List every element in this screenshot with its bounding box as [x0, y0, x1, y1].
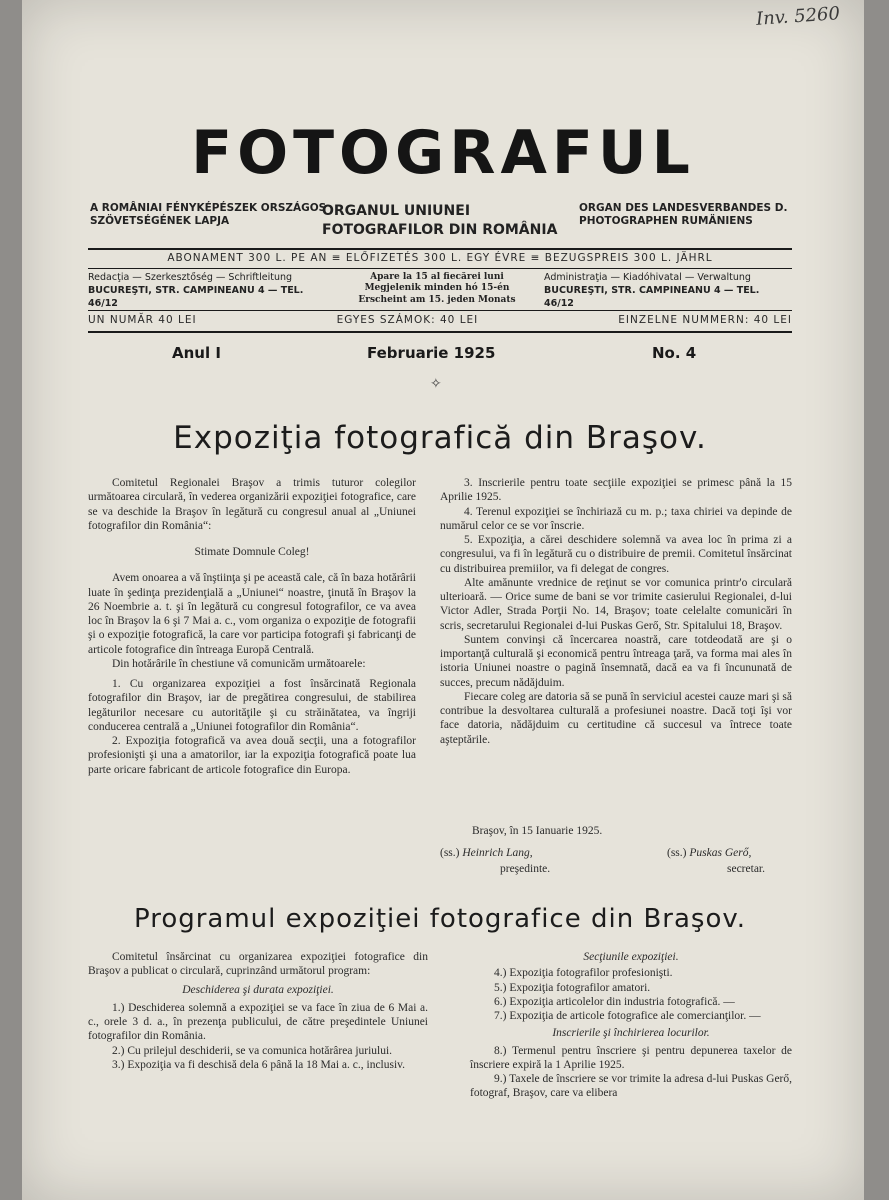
- issue-year: Anul I: [172, 344, 221, 362]
- administration-address: BUCUREŞTI, STR. CAMPINEANU 4 — TEL. 46/12: [544, 284, 760, 309]
- section-heading: Inscrierile şi închirierea locurilor.: [552, 1027, 710, 1040]
- sig-prefix: (ss.): [440, 847, 460, 859]
- article-paragraph: Suntem convinşi că încercarea noastră, care totdeodată are şi o importanţă culturală şi economică pentru întreaga ţară, va forma mai ales în istoria Uniunei noastre o pagină însemnată, dacă ea va fi încununată de succes, precum nădăjduim.: [440, 633, 792, 689]
- issue-date: Februarie 1925: [367, 344, 496, 362]
- sig-prefix: (ss.): [667, 847, 687, 859]
- administration-label: Administraţia — Kiadóhivatal — Verwaltung: [544, 272, 751, 283]
- price-romanian: UN NUMĂR 40 LEI: [88, 314, 197, 326]
- article-paragraph: 4. Terenul expoziţiei se închiriază cu m. p.; taxa chiriei va depinde de numărul celor ce se vor înscrie.: [440, 505, 792, 532]
- administration-block: [544, 272, 792, 310]
- section-heading: Deschiderea şi durata expoziţiei.: [182, 983, 334, 996]
- section-heading: Secţiunile expoziţiei.: [583, 951, 679, 963]
- article-1-left-column: [88, 476, 416, 777]
- sig-name: Puskas Gerő,: [689, 847, 752, 859]
- article-2-right-column: [470, 950, 792, 1101]
- article-paragraph: 3. Inscrierile pentru toate secţiile expoziţiei se primesc până la 15 Aprilie 1925.: [440, 477, 792, 504]
- issue-number: No. 4: [652, 344, 697, 362]
- sig-name: Heinrich Lang,: [462, 847, 533, 859]
- header-rule-bottom: [88, 331, 792, 333]
- article-paragraph: 2. Expoziţia fotografică va avea două secţii, una a fotografilor profesionişti şi una a amatorilor, iar la expoziţia fotografică poate lua parte oricare fabricant de articole fotografice din Europa.: [88, 735, 416, 776]
- header-rule-top: [88, 248, 792, 250]
- price-german: EINZELNE NUMMERN: 40 LEI: [618, 314, 792, 326]
- article-paragraph: 6.) Expoziţia articolelor din industria fotografică. —: [494, 995, 735, 1008]
- article-1-title: Expoziţia fotografică din Braşov.: [173, 420, 707, 456]
- newspaper-page: [22, 0, 864, 1200]
- masthead-title: FOTOGRAFUL: [191, 118, 695, 188]
- sig-role: secretar.: [727, 862, 765, 875]
- editorial-office-block: [88, 272, 333, 310]
- article-paragraph: 3.) Expoziţia va fi deschisă dela 6 până la 18 Mai a. c., inclusiv.: [112, 1058, 406, 1071]
- article-2-left-column: [88, 950, 428, 1072]
- article-paragraph: 4.) Expoziţia fotografilor profesionişti.: [494, 967, 673, 980]
- single-issue-price-line: [88, 314, 792, 326]
- article-paragraph: Din hotărârile în chestiune vă comunicăm următoarele:: [112, 657, 366, 670]
- article-paragraph: 5.) Expoziţia fotografilor amatori.: [494, 981, 651, 994]
- article-1-right-column: [440, 476, 792, 747]
- article-paragraph: Fiecare coleg are datoria să se pună în serviciul acestei cauze mari şi să contribue la desvoltarea culturală a profesiunei noastre. Dacă toţi îşi vor face datoria, nădăjduim cu certitudine că succesul va întrece toate aşteptările.: [440, 690, 792, 746]
- masthead-subtitle-german: ORGAN DES LANDESVERBANDES D. PHOTOGRAPHEN RUMÄNIENS: [579, 202, 788, 228]
- article-paragraph: Avem onoarea a vă înştiinţa şi pe această cale, că în baza hotărârii luate în şedinţa prezidenţială a „Uniunei“ noastre, ţinută în Braşov la 26 Noembrie a. t. şi în legătură cu congresul fotografilor, ce va avea loc în Braşov la 6 şi 7 Mai a. c., vom organiza o expoziţie de fotografii şi o expoziţie fotografică, la care vor participa fotografi şi fabricanţi de articole fotografice din întreaga Europă Centrală.: [88, 572, 416, 656]
- subscription-line: ABONAMENT 300 L. PE AN ≡ ELŐFIZETÉS 300 L. EGY ÉVRE ≡ BEZUGSPREIS 300 L. JÄHRL: [167, 252, 713, 264]
- editorial-office-address: BUCUREŞTI, STR. CAMPINEANU 4 — TEL. 46/12: [88, 284, 304, 309]
- ornament-icon: ✧: [430, 377, 442, 392]
- handwritten-inventory-note: Inv. 5260: [755, 3, 841, 30]
- sig-role: preşedinte.: [500, 862, 551, 875]
- salutation: Stimate Domnule Coleg!: [194, 546, 310, 558]
- article-2-title: Programul expoziţiei fotografice din Braşov.: [133, 904, 746, 934]
- article-paragraph: 1.) Deschiderea solemnă a expoziţiei se va face în ziua de 6 Mai a. c., orele 3 d. a., în prezenţa publicului, de către preşedintele Uniunei fotografilor din România.: [88, 1001, 428, 1043]
- signature-president: [440, 846, 550, 877]
- article-paragraph: 5. Expoziţia, a cărei deschidere solemnă va avea loc în prima zi a congresului, va fi în legătură cu o distribuire de premii. Comitetul însărcinat cu distribuirea premiilor, va fi delegat de congres.: [440, 534, 792, 575]
- price-hungarian: EGYES SZÁMOK: 40 LEI: [336, 314, 479, 326]
- article-paragraph: 8.) Termenul pentru înscriere şi pentru depunerea taxelor de înscriere expiră la 1 Aprilie 1925.: [470, 1044, 792, 1071]
- article-paragraph: 9.) Taxele de înscriere se vor trimite la adresa d-lui Puskas Gerő, fotograf, Braşov, care va elibera: [470, 1073, 792, 1100]
- header-rule-3: [88, 310, 792, 311]
- article-paragraph: Comitetul Regionalei Braşov a trimis tuturor colegilor următoarea circulară, în vederea organizării expoziţiei fotografice, care se va deschide la Braşov în legătură cu congresul anual al „Uniunei fotografilor din România“:: [88, 477, 416, 532]
- header-rule-2: [88, 268, 792, 269]
- masthead-subtitle-hungarian: A ROMÂNIAI FÉNYKÉPÉSZEK ORSZÁGOS SZÖVETSÉGÉNEK LAPJA: [90, 202, 327, 228]
- article-paragraph: 2.) Cu prilejul deschiderii, se va comunica hotărârea juriului.: [112, 1044, 393, 1057]
- article-paragraph: Alte amănunte vrednice de reţinut se vor comunica printr'o circulară ulterioară. — Orice sume de bani se vor trimite casierului Regionalei, d-lui Victor Adler, Strada Porţii No. 14, Braşov; toate celelalte comunicări în scris, secretarului Regionalei d-lui Puskas Gerő, Str. Spitalului 18, Braşov.: [440, 576, 792, 632]
- signature-secretary: [667, 846, 765, 877]
- article-paragraph: Comitetul însărcinat cu organizarea expoziţiei fotografice din Braşov a publicat o circulară, cuprinzând următorul program:: [88, 951, 428, 978]
- article-paragraph: 1. Cu organizarea expoziţiei a fost însărcinată Regionala fotografilor din Braşov, iar de pregătirea congresului, de stabilirea legăturilor necesare cu autorităţile şi cu străinătatea, va îngriji conducerea centrală a „Uniunei fotografilor din România“.: [88, 678, 416, 733]
- publication-schedule: Apare la 15 al fiecărei luni Megjelenik minden hó 15-én Erscheint am 15. jeden Monats: [358, 272, 516, 305]
- article-paragraph: 7.) Expoziţia de articole fotografice ale comercianţilor. —: [494, 1010, 761, 1022]
- editorial-office-label: Redacţia — Szerkesztőség — Schriftleitung: [88, 272, 293, 283]
- place-date: Braşov, în 15 Ianuarie 1925.: [472, 825, 603, 837]
- masthead-subtitle-romanian: ORGANUL UNIUNEI FOTOGRAFILOR DIN ROMÂNIA: [322, 203, 558, 238]
